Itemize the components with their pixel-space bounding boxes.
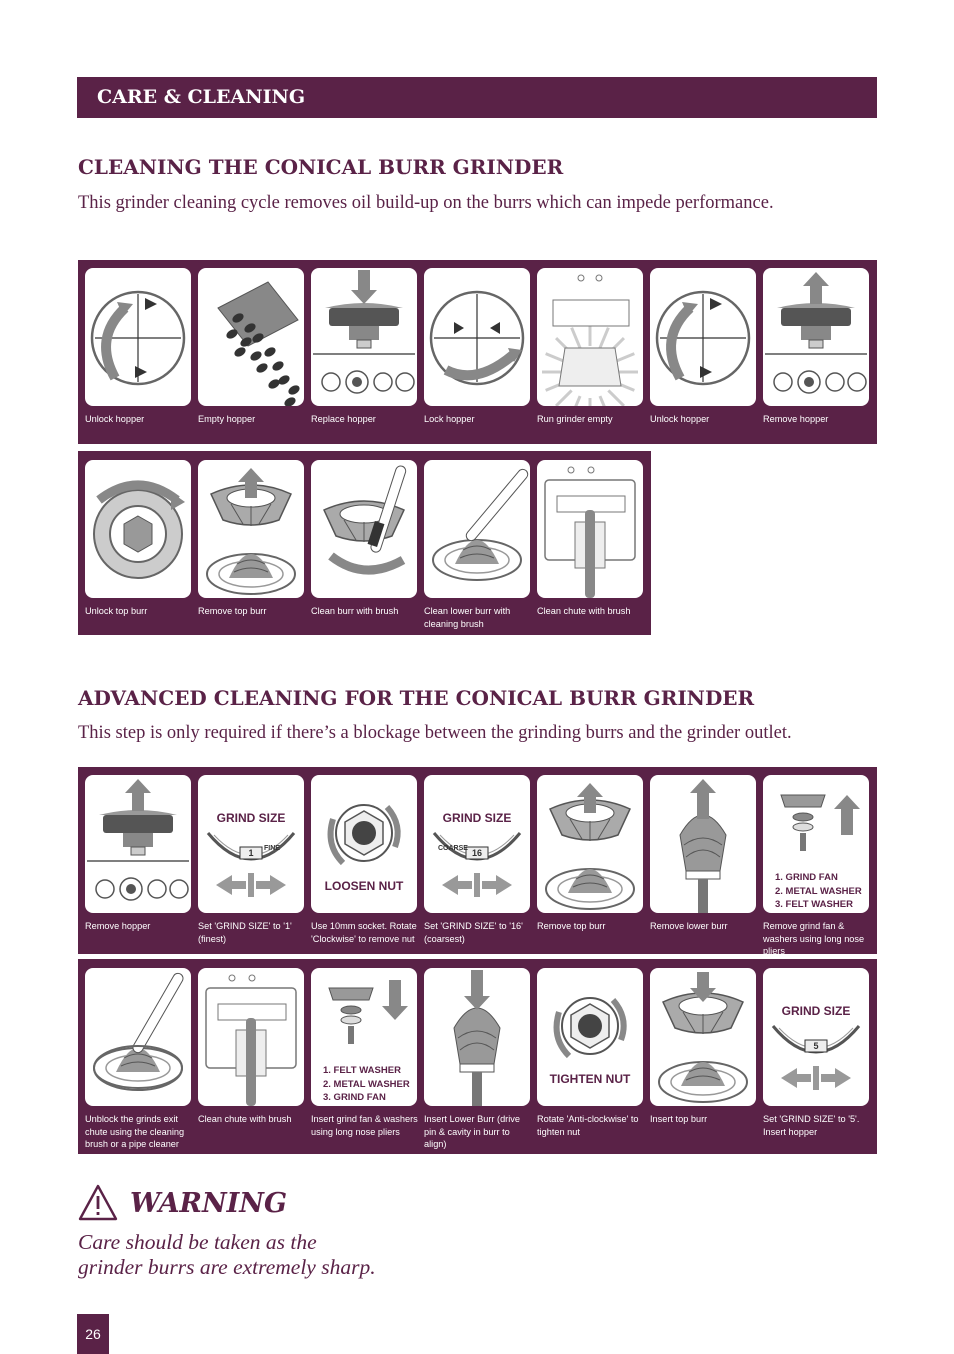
- step-illustration-card: [537, 460, 643, 598]
- grind-dial-value: 1: [248, 848, 254, 858]
- step-panel-label: TIGHTEN NUT: [549, 1072, 631, 1086]
- step-illustration: [85, 268, 191, 406]
- parts-list-item: 1. GRIND FAN: [775, 872, 838, 883]
- step-illustration-card: [311, 268, 417, 406]
- step-number: 10: [315, 969, 334, 988]
- parts-list-item: 3. GRIND FAN: [323, 1092, 386, 1103]
- step-number: 3: [315, 776, 325, 795]
- step-illustration: [424, 460, 530, 598]
- step-illustration: [311, 460, 417, 598]
- step-number: 4: [428, 776, 438, 795]
- step-number: 4: [428, 269, 438, 288]
- step-caption: Unlock top burr: [85, 606, 148, 616]
- step-panel-label: GRIND SIZE: [781, 1004, 851, 1018]
- step-illustration-card: [537, 968, 643, 1106]
- parts-list: [323, 1064, 410, 1105]
- step-number: 9: [202, 969, 212, 988]
- step-illustration-card: [198, 968, 304, 1106]
- parts-list-item: 1. FELT WASHER: [323, 1065, 401, 1076]
- step-illustration-card: [650, 775, 756, 913]
- step-caption: Set 'GRIND SIZE' to '5'. Insert hopper: [763, 1114, 860, 1137]
- step-number: 6: [654, 269, 664, 288]
- step-illustration: [537, 268, 643, 406]
- step-illustration: [763, 268, 869, 406]
- step-illustration-card: [311, 968, 417, 1106]
- step-number: 6: [654, 776, 664, 795]
- step-illustration-card: [311, 460, 417, 598]
- step-illustration: [650, 775, 756, 913]
- step-caption: Empty hopper: [198, 414, 256, 424]
- step-illustration: [424, 775, 530, 913]
- step-illustration-card: [424, 460, 530, 598]
- step-illustration-card: [198, 460, 304, 598]
- warning-text: [78, 1230, 376, 1280]
- cleaning-section-title: CLEANING THE CONICAL BURR GRINDER: [78, 155, 564, 179]
- step-caption: Remove top burr: [537, 921, 606, 931]
- parts-list-item: 3. FELT WASHER: [775, 899, 853, 910]
- step-number: 12: [541, 969, 560, 988]
- warning-text-line-2: grinder burrs are extremely sharp.: [78, 1255, 376, 1279]
- step-illustration: [198, 268, 304, 406]
- step-illustration: [85, 775, 191, 913]
- step-illustration: [537, 775, 643, 913]
- step-illustration: [650, 968, 756, 1106]
- warning-triangle-icon: [78, 1184, 118, 1222]
- step-caption: Unlock hopper: [85, 414, 145, 424]
- step-caption: Set 'GRIND SIZE' to '1' (finest): [198, 921, 292, 944]
- step-number: 5: [541, 776, 551, 795]
- step-illustration: [424, 968, 530, 1106]
- step-illustration: [424, 268, 530, 406]
- step-caption: Insert top burr: [650, 1114, 708, 1124]
- step-caption: Rotate 'Anti-clockwise' to tighten nut: [537, 1114, 639, 1137]
- step-illustration-card: [763, 775, 869, 913]
- step-number: 5: [541, 269, 551, 288]
- cleaning-section-description: This grinder cleaning cycle removes oil build-up on the burrs which can impede performance.: [78, 193, 774, 213]
- advanced-section-title: ADVANCED CLEANING FOR THE CONICAL BURR GRINDER: [78, 686, 755, 710]
- step-number: 13: [654, 969, 673, 988]
- page-number: 26: [77, 1314, 109, 1354]
- grind-dial-word: COARSE: [438, 845, 468, 852]
- step-caption: Unlock hopper: [650, 414, 710, 424]
- step-illustration-card: [198, 268, 304, 406]
- step-illustration-card: [537, 268, 643, 406]
- step-caption: Insert Lower Burr (drive pin & cavity in burr to align): [424, 1114, 520, 1149]
- step-caption: Clean chute with brush: [537, 606, 631, 616]
- step-caption: Use 10mm socket. Rotate 'Clockwise' to remove nut: [311, 921, 417, 944]
- step-illustration-card: [650, 268, 756, 406]
- warning-text-line-1: Care should be taken as the: [78, 1230, 317, 1254]
- step-caption: Set 'GRIND SIZE' to '16' (coarsest): [424, 921, 523, 944]
- step-illustration-card: [763, 968, 869, 1106]
- step-illustration-card: [85, 968, 191, 1106]
- step-illustration-card: [424, 775, 530, 913]
- step-panel-label: LOOSEN NUT: [324, 879, 404, 893]
- grind-dial-value: 5: [813, 1041, 819, 1051]
- step-caption: Replace hopper: [311, 414, 376, 424]
- section-header-bar: CARE & CLEANING: [77, 77, 877, 118]
- step-illustration: [537, 460, 643, 598]
- step-caption: Remove top burr: [198, 606, 267, 616]
- step-number: 10: [315, 461, 334, 480]
- step-number: 7: [767, 776, 777, 795]
- step-number: 14: [767, 969, 786, 988]
- step-caption: Remove hopper: [85, 921, 151, 931]
- step-caption: Clean chute with brush: [198, 1114, 292, 1124]
- advanced-section-description: This step is only required if there’s a blockage between the grinding burrs and the grinder outlet.: [78, 723, 792, 743]
- step-number: 11: [428, 461, 446, 480]
- step-illustration-card: [763, 268, 869, 406]
- step-caption: Unblock the grinds exit chute using the cleaning brush or a pipe cleaner: [85, 1114, 185, 1149]
- step-illustration: [85, 968, 191, 1106]
- step-illustration: [85, 460, 191, 598]
- step-illustration-card: [85, 775, 191, 913]
- step-number: 8: [89, 969, 99, 988]
- step-number: 3: [315, 269, 325, 288]
- grind-dial-word: FINE: [264, 845, 280, 852]
- step-number: 2: [202, 269, 212, 288]
- step-number: 12: [541, 461, 560, 480]
- step-illustration-card: [85, 460, 191, 598]
- step-caption: Remove grind fan & washers using long nose pliers: [763, 921, 865, 956]
- step-illustration-card: [311, 775, 417, 913]
- step-number: 8: [89, 461, 99, 480]
- step-illustration: [198, 460, 304, 598]
- step-illustration-card: [650, 968, 756, 1106]
- step-number: 11: [428, 969, 446, 988]
- parts-list: [775, 871, 862, 912]
- warning-title: WARNING: [130, 1188, 288, 1219]
- step-illustration-card: [537, 775, 643, 913]
- step-number: 2: [202, 776, 212, 795]
- step-number: 1: [89, 776, 99, 795]
- parts-list-item: 2. METAL WASHER: [323, 1078, 410, 1090]
- step-caption: Remove hopper: [763, 414, 829, 424]
- step-number: 7: [767, 269, 777, 288]
- step-caption: Insert grind fan & washers using long nose pliers: [311, 1114, 418, 1137]
- step-number: 1: [89, 269, 99, 288]
- step-illustration: [311, 268, 417, 406]
- step-illustration: [650, 268, 756, 406]
- step-number: 9: [202, 461, 212, 480]
- step-caption: Clean burr with brush: [311, 606, 399, 616]
- parts-list-item: 2. METAL WASHER: [775, 885, 862, 897]
- step-illustration: [198, 775, 304, 913]
- step-illustration-card: [85, 268, 191, 406]
- step-illustration: [763, 968, 869, 1106]
- step-illustration-card: [424, 268, 530, 406]
- grind-dial-value: 16: [471, 848, 482, 858]
- step-illustration-card: [424, 968, 530, 1106]
- step-panel-label: GRIND SIZE: [216, 811, 286, 825]
- step-illustration-card: [198, 775, 304, 913]
- step-caption: Run grinder empty: [537, 414, 613, 424]
- step-illustration: [198, 968, 304, 1106]
- step-caption: Clean lower burr with cleaning brush: [424, 606, 511, 629]
- step-caption: Remove lower burr: [650, 921, 728, 931]
- step-panel-label: GRIND SIZE: [442, 811, 512, 825]
- step-caption: Lock hopper: [424, 414, 475, 424]
